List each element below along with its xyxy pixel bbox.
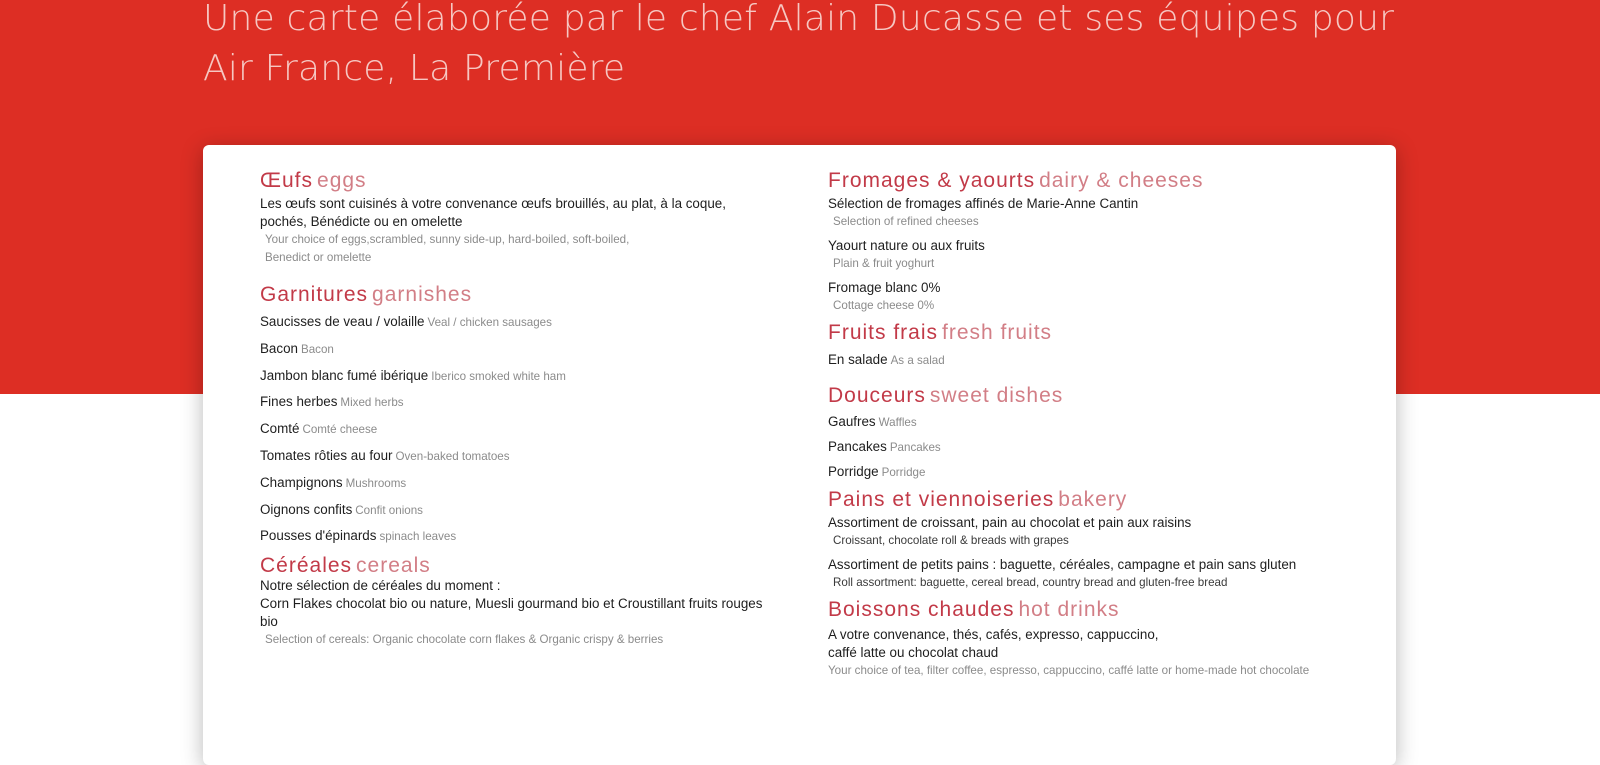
section-title-en: cereals bbox=[356, 554, 431, 578]
cereals-description-en: Selection of cereals: Organic chocolate corn flakes & Organic crispy & berries bbox=[265, 633, 664, 647]
item-name-en: Pancakes bbox=[889, 441, 941, 454]
menu-item bbox=[260, 527, 770, 546]
section-cereals bbox=[260, 554, 770, 649]
section-title-eggs bbox=[260, 169, 770, 193]
item-name-en: Roll assortment: baguette, cereal bread, country bread and gluten-free bread bbox=[833, 576, 1228, 589]
menu-item bbox=[828, 556, 1368, 592]
drinks-description-fr: A votre convenance, thés, cafés, expresso, cappuccino, bbox=[828, 627, 1159, 642]
item-name-en: Veal / chicken sausages bbox=[427, 316, 552, 329]
section-title-bakery bbox=[828, 488, 1368, 512]
page-headline: Une carte élaborée par le chef Alain Ducasse et ses équipes pour Air France, La Première bbox=[203, 0, 1395, 89]
menu-item bbox=[828, 279, 1368, 315]
item-name-fr: Tomates rôties au four bbox=[260, 447, 393, 463]
item-name-fr: Champignons bbox=[260, 474, 343, 490]
menu-column-right bbox=[828, 169, 1368, 680]
section-hot-drinks bbox=[828, 598, 1368, 680]
section-title-fr: Céréales bbox=[260, 554, 353, 578]
item-name-en: Croissant, chocolate roll & breads with grapes bbox=[833, 534, 1069, 547]
menu-column-left bbox=[260, 169, 770, 649]
section-title-en: eggs bbox=[317, 169, 367, 192]
section-title-en: garnishes bbox=[372, 283, 473, 306]
section-fresh-fruits bbox=[828, 321, 1368, 370]
item-name-fr: Assortiment de croissant, pain au chocolat et pain aux raisins bbox=[828, 515, 1192, 530]
menu-item bbox=[828, 195, 1368, 231]
item-name-en: As a salad bbox=[890, 354, 945, 367]
menu-item bbox=[828, 413, 1368, 432]
section-title-fr: Pains et viennoiseries bbox=[828, 488, 1055, 511]
menu-item bbox=[260, 420, 770, 439]
section-title-en: fresh fruits bbox=[942, 321, 1053, 344]
menu-item bbox=[260, 367, 770, 386]
section-eggs bbox=[260, 169, 770, 267]
menu-card bbox=[203, 145, 1396, 765]
item-name-fr: Pousses d'épinards bbox=[260, 528, 377, 544]
menu-item bbox=[260, 340, 770, 359]
section-title-en: sweet dishes bbox=[929, 384, 1064, 407]
item-name-fr: Fines herbes bbox=[260, 394, 338, 410]
section-sweet-dishes bbox=[828, 384, 1368, 482]
item-name-en: Cottage cheese 0% bbox=[833, 299, 935, 312]
item-name-fr: En salade bbox=[828, 352, 888, 367]
item-name-fr: Fromage blanc 0% bbox=[828, 280, 941, 295]
item-name-fr: Yaourt nature ou aux fruits bbox=[828, 238, 985, 253]
item-name-fr: Assortiment de petits pains : baguette, céréales, campagne et pain sans gluten bbox=[828, 557, 1297, 572]
item-name-fr: Sélection de fromages affinés de Marie-Anne Cantin bbox=[828, 196, 1139, 211]
section-title-dairy bbox=[828, 169, 1368, 193]
item-name-en: Oven-baked tomatoes bbox=[395, 449, 510, 463]
section-bakery bbox=[828, 488, 1368, 592]
eggs-description-fr: Les œufs sont cuisinés à votre convenance œufs brouillés, au plat, à la coque, pochés, Bénédicte ou en omelette bbox=[260, 196, 726, 229]
menu-item bbox=[260, 313, 770, 332]
cereals-description-fr: Corn Flakes chocolat bio ou nature, Muesli gourmand bio et Croustillant fruits rouges bio bbox=[260, 596, 763, 630]
item-name-fr: Bacon bbox=[260, 340, 298, 356]
section-garnishes bbox=[260, 283, 770, 546]
cereals-intro-fr: Notre sélection de céréales du moment : bbox=[260, 578, 501, 594]
item-name-en: Comté cheese bbox=[302, 423, 378, 437]
section-dairy-cheeses bbox=[828, 169, 1368, 315]
section-title-en: dairy & cheeses bbox=[1039, 169, 1204, 192]
item-name-en: Selection of refined cheeses bbox=[833, 215, 979, 228]
menu-item bbox=[828, 438, 1368, 457]
menu-item bbox=[828, 351, 1368, 370]
section-title-fr: Fromages & yaourts bbox=[828, 169, 1036, 192]
item-name-en: Porridge bbox=[881, 466, 926, 479]
section-title-fr: Douceurs bbox=[828, 384, 926, 407]
eggs-description-en: Your choice of eggs,scrambled, sunny side-up, hard-boiled, soft-boiled, Benedict or omelette bbox=[265, 233, 630, 264]
item-name-en: Iberico smoked white ham bbox=[431, 369, 566, 383]
menu-item bbox=[260, 501, 770, 520]
section-title-fr: Boissons chaudes bbox=[828, 598, 1015, 621]
drinks-description-fr-2: caffé latte ou chocolat chaud bbox=[828, 645, 999, 660]
section-title-drinks bbox=[828, 598, 1368, 622]
item-name-fr: Comté bbox=[260, 421, 300, 437]
item-name-en: Waffles bbox=[878, 416, 917, 429]
menu-item bbox=[828, 463, 1368, 482]
menu-item bbox=[828, 514, 1368, 550]
menu-item bbox=[260, 474, 770, 493]
section-title-cereals bbox=[260, 554, 770, 578]
section-title-fr: Garnitures bbox=[260, 283, 369, 306]
item-name-en: Bacon bbox=[300, 342, 334, 356]
item-name-en: Mushrooms bbox=[345, 476, 407, 490]
section-title-en: hot drinks bbox=[1018, 598, 1120, 621]
item-name-fr: Gaufres bbox=[828, 414, 876, 429]
section-title-en: bakery bbox=[1058, 488, 1128, 511]
item-name-fr: Porridge bbox=[828, 464, 879, 479]
section-title-fr: Fruits frais bbox=[828, 321, 939, 344]
section-title-fr: Œufs bbox=[260, 169, 314, 192]
drinks-description-en: Your choice of tea, filter coffee, espresso, cappuccino, caffé latte or home-made hot chocolate bbox=[828, 664, 1310, 677]
item-name-en: spinach leaves bbox=[379, 530, 457, 544]
section-title-fruits bbox=[828, 321, 1368, 345]
item-name-en: Plain & fruit yoghurt bbox=[833, 257, 935, 270]
item-name-fr: Jambon blanc fumé ibérique bbox=[260, 367, 429, 383]
section-title-sweet bbox=[828, 384, 1368, 408]
item-name-fr: Oignons confits bbox=[260, 501, 353, 517]
item-name-en: Mixed herbs bbox=[340, 396, 404, 410]
section-title-garnishes bbox=[260, 283, 770, 307]
menu-item bbox=[260, 447, 770, 466]
menu-item bbox=[260, 393, 770, 412]
menu-item bbox=[828, 237, 1368, 273]
item-name-en: Confit onions bbox=[355, 503, 423, 517]
item-name-fr: Saucisses de veau / volaille bbox=[260, 314, 425, 329]
item-name-fr: Pancakes bbox=[828, 439, 887, 454]
